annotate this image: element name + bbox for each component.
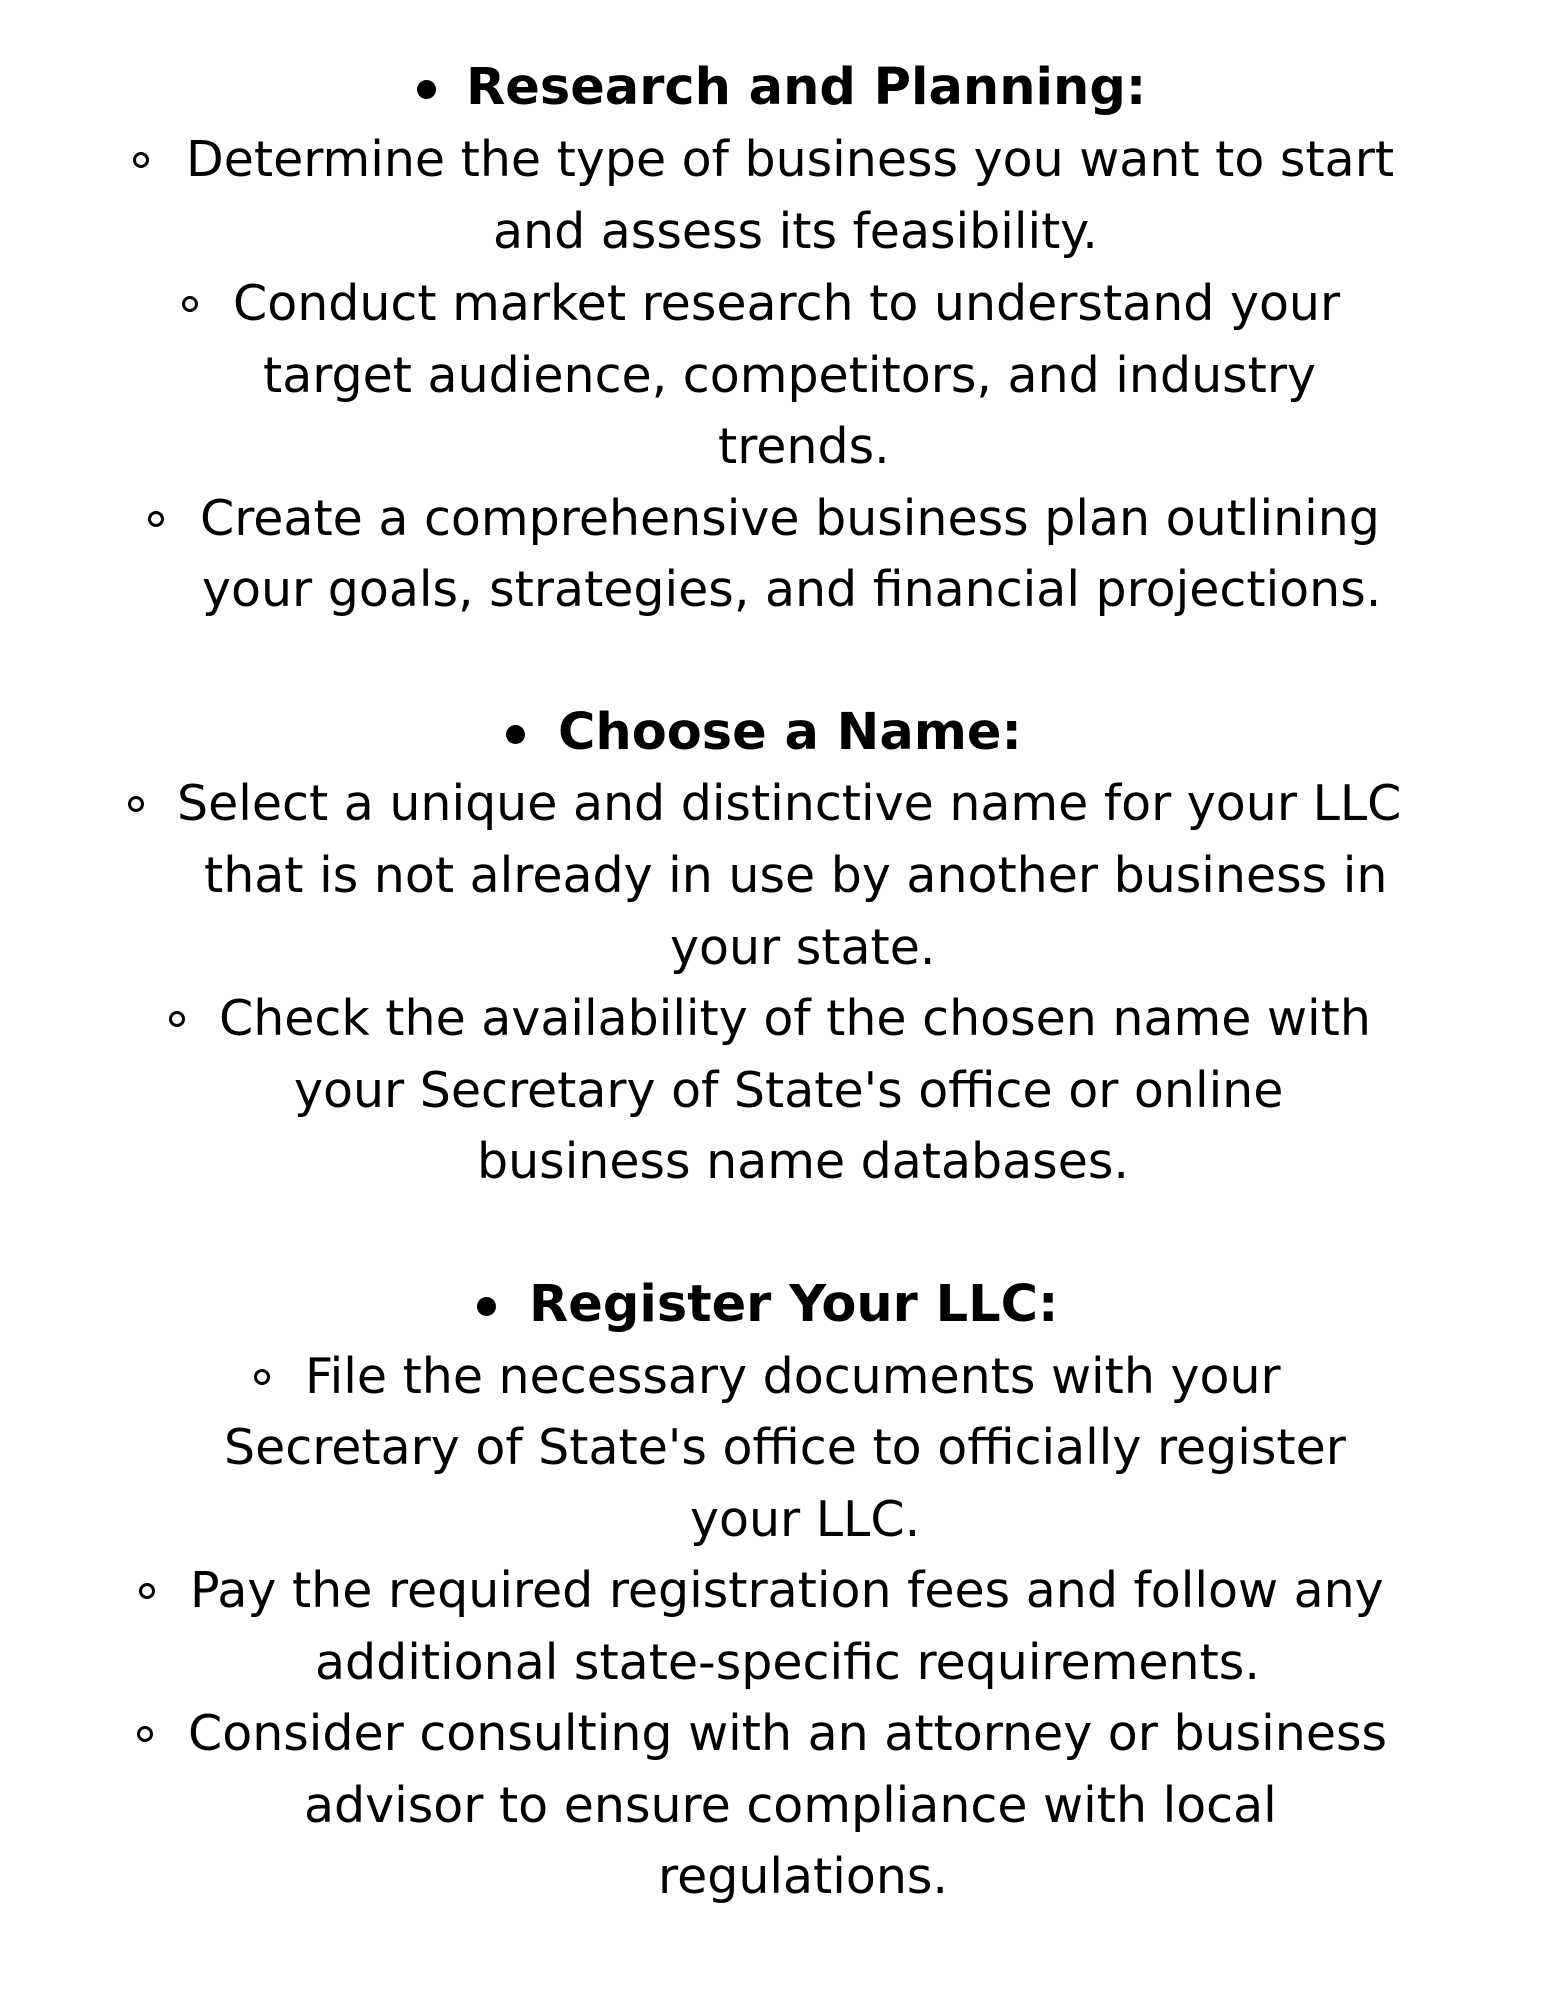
list-item-line: target audience, competitors, and industry	[263, 347, 1317, 404]
list-item-continuation	[0, 1055, 1546, 1127]
section-heading-choose-name	[0, 697, 1546, 769]
list-item-continuation	[0, 340, 1546, 412]
list-item	[0, 1341, 1546, 1413]
hollow-bullet-icon	[254, 1369, 270, 1385]
list-item-continuation	[0, 840, 1546, 912]
hollow-bullet-icon	[169, 1011, 185, 1027]
list-item-line: your Secretary of State's office or online	[294, 1062, 1284, 1119]
heading-text: Register Your LLC:	[529, 1275, 1059, 1334]
list-item-line: your goals, strategies, and financial projections.	[202, 561, 1382, 618]
filled-bullet-icon	[417, 80, 436, 99]
list-item-continuation	[0, 411, 1546, 483]
heading-text: Research and Planning:	[466, 58, 1147, 117]
list-item-line: trends.	[718, 418, 890, 475]
list-item-line: File the necessary documents with your	[305, 1348, 1281, 1405]
list-item-line: regulations.	[658, 1848, 948, 1905]
list-item-line: advisor to ensure compliance with local	[304, 1777, 1277, 1834]
list-item	[0, 483, 1546, 555]
hollow-bullet-icon	[133, 152, 149, 168]
list-item	[0, 1698, 1546, 1770]
filled-bullet-icon	[506, 725, 525, 744]
list-item-continuation	[0, 554, 1546, 626]
list-item-line: your LLC.	[690, 1491, 921, 1548]
hollow-bullet-icon	[182, 296, 198, 312]
list-item	[0, 124, 1546, 196]
list-item-line: business name databases.	[477, 1133, 1129, 1190]
list-item-line: additional state-specific requirements.	[315, 1634, 1260, 1691]
list-item-continuation	[0, 196, 1546, 268]
hollow-bullet-icon	[128, 796, 144, 812]
list-item-continuation	[0, 1484, 1546, 1556]
list-item-line: Create a comprehensive business plan outlining	[200, 490, 1380, 547]
list-item-line: Consider consulting with an attorney or business	[188, 1705, 1388, 1762]
section-heading-research	[0, 52, 1546, 124]
list-item-line: Secretary of State's office to officially register	[224, 1419, 1346, 1476]
list-item	[0, 1555, 1546, 1627]
list-item-line: Check the availability of the chosen name with	[219, 990, 1371, 1047]
hollow-bullet-icon	[148, 511, 164, 527]
list-item-line: that is not already in use by another business in	[204, 847, 1388, 904]
list-item-continuation	[0, 1627, 1546, 1699]
section-heading-register	[0, 1269, 1546, 1341]
list-item-line: Pay the required registration fees and follow any	[190, 1562, 1384, 1619]
list-item-continuation	[0, 1126, 1546, 1198]
list-item	[0, 268, 1546, 340]
list-item-continuation	[0, 1770, 1546, 1842]
list-item-line: your state.	[670, 919, 936, 976]
list-item-line: Select a unique and distinctive name for your LLC	[177, 775, 1402, 832]
list-item-line: and assess its feasibility.	[493, 203, 1098, 260]
hollow-bullet-icon	[137, 1726, 153, 1742]
list-item-continuation	[0, 1841, 1546, 1913]
list-item-continuation	[0, 1412, 1546, 1484]
list-item	[0, 983, 1546, 1055]
filled-bullet-icon	[477, 1297, 496, 1316]
hollow-bullet-icon	[139, 1583, 155, 1599]
list-item-continuation	[0, 912, 1546, 984]
list-item-line: Conduct market research to understand your	[233, 275, 1341, 332]
heading-text: Choose a Name:	[558, 703, 1022, 762]
list-item	[0, 768, 1546, 840]
list-item-line: Determine the type of business you want to start	[186, 131, 1395, 188]
